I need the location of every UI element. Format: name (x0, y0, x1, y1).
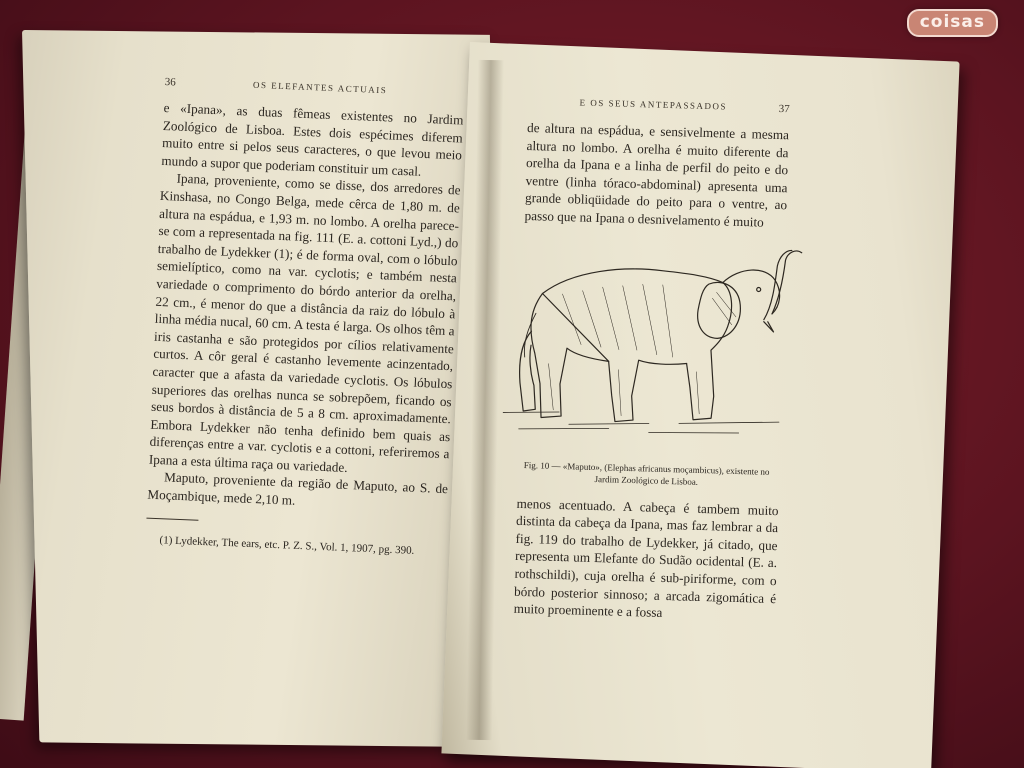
coisas-watermark-logo: coisas (907, 9, 998, 37)
left-running-head: OS ELEFANTES ACTUAIS (252, 79, 388, 96)
elephant-figure (498, 232, 804, 460)
elephant-illustration (498, 232, 804, 460)
right-paragraph-top: de altura na espádua, e sensivelmente a mesma altura no lombo. A orelha é muito diferente da orelha da Ipana e a linha de perfil do peito e do ventre (linha tóraco-abdominal) apresenta uma grande obliqüidade do peito para o ventre, ao passo que na Ipana o desnivelamento é muito (524, 119, 790, 230)
footnote-rule (146, 517, 198, 520)
figure-caption: Fig. 10 — «Maputo», (Elephas africanus moçambicus), existente no Jardim Zoológico de Lisboa. (523, 459, 770, 487)
left-paragraph-1: e «Ipana», as duas fêmeas existentes no Jardim Zoológico de Lisboa. Estes dois espécimes diferem muito entre si pelos seus caracteres, o que levou meio mundo a supor que poderiam constituir um casal. (161, 99, 464, 179)
right-running-head: E OS SEUS ANTEPASSADOS (579, 97, 728, 112)
left-page-content (145, 76, 464, 560)
right-body-text-top (524, 119, 789, 232)
left-body-text (147, 99, 464, 516)
left-paragraph-3: Maputo, proveniente da região de Maputo, ao S. de Moçambique, mede 2,10 m. (147, 469, 449, 508)
right-page-content (513, 96, 789, 625)
right-body-text-bottom (513, 494, 778, 624)
right-page-number: 37 (778, 103, 790, 116)
left-paragraph-2: Ipana, proveniente, como se disse, dos arredores de Kinshasa, no Congo Belga, mede cêrca de 1,80 m. de altura na espádua, e 1,93 m. no lombo. A orelha parece-se com a representada na fig. 111 (E. a. cottoni Lyd.,) do trabalho de Lydekker (1); é de forma oval, com o lóbulo semielíptico, como na var. cyclotis; e também nesta variedade o comprimento do bórdo anterior da orelha, 22 cm., é menor do que a distância da raiz do lóbulo à linha média nucal, 60 cm. A testa é larga. Os olhos têm a iris castanha e são protegidos por cílios relativamente curtos. A côr geral é castanho levemente acinzentado, caracter que a afasta da variedade cyclotis. Os lóbulos superiores das orelhas nunca se sobrepõem, ficando os seus bordos à distância de 5 a 8 cm. aproximadamente. Embora Lydekker não tenha definido bem quais as diferenças entre a var. cyclotis e a cottoni, referiremos a Ipana a esta última raça ou variedade. (148, 170, 461, 475)
left-page-number: 36 (164, 76, 176, 89)
footnote: (1) Lydekker, The ears, etc. P. Z. S., Vol. 1, 1907, pg. 390. (159, 533, 415, 557)
right-paragraph-bottom: menos acentuado. A cabeça é tambem muito distinta da cabeça da Ipana, mas faz lembrar a da fig. 119 do trabalho de Lydekker, já citado, que representa um Elefante do Sudão ocidental (E. a. rothschildi), cuja orelha é sub-piriforme, com o bórdo posterior sinnoso; a arcada zigomática é muito proeminente e a fossa (513, 495, 779, 621)
